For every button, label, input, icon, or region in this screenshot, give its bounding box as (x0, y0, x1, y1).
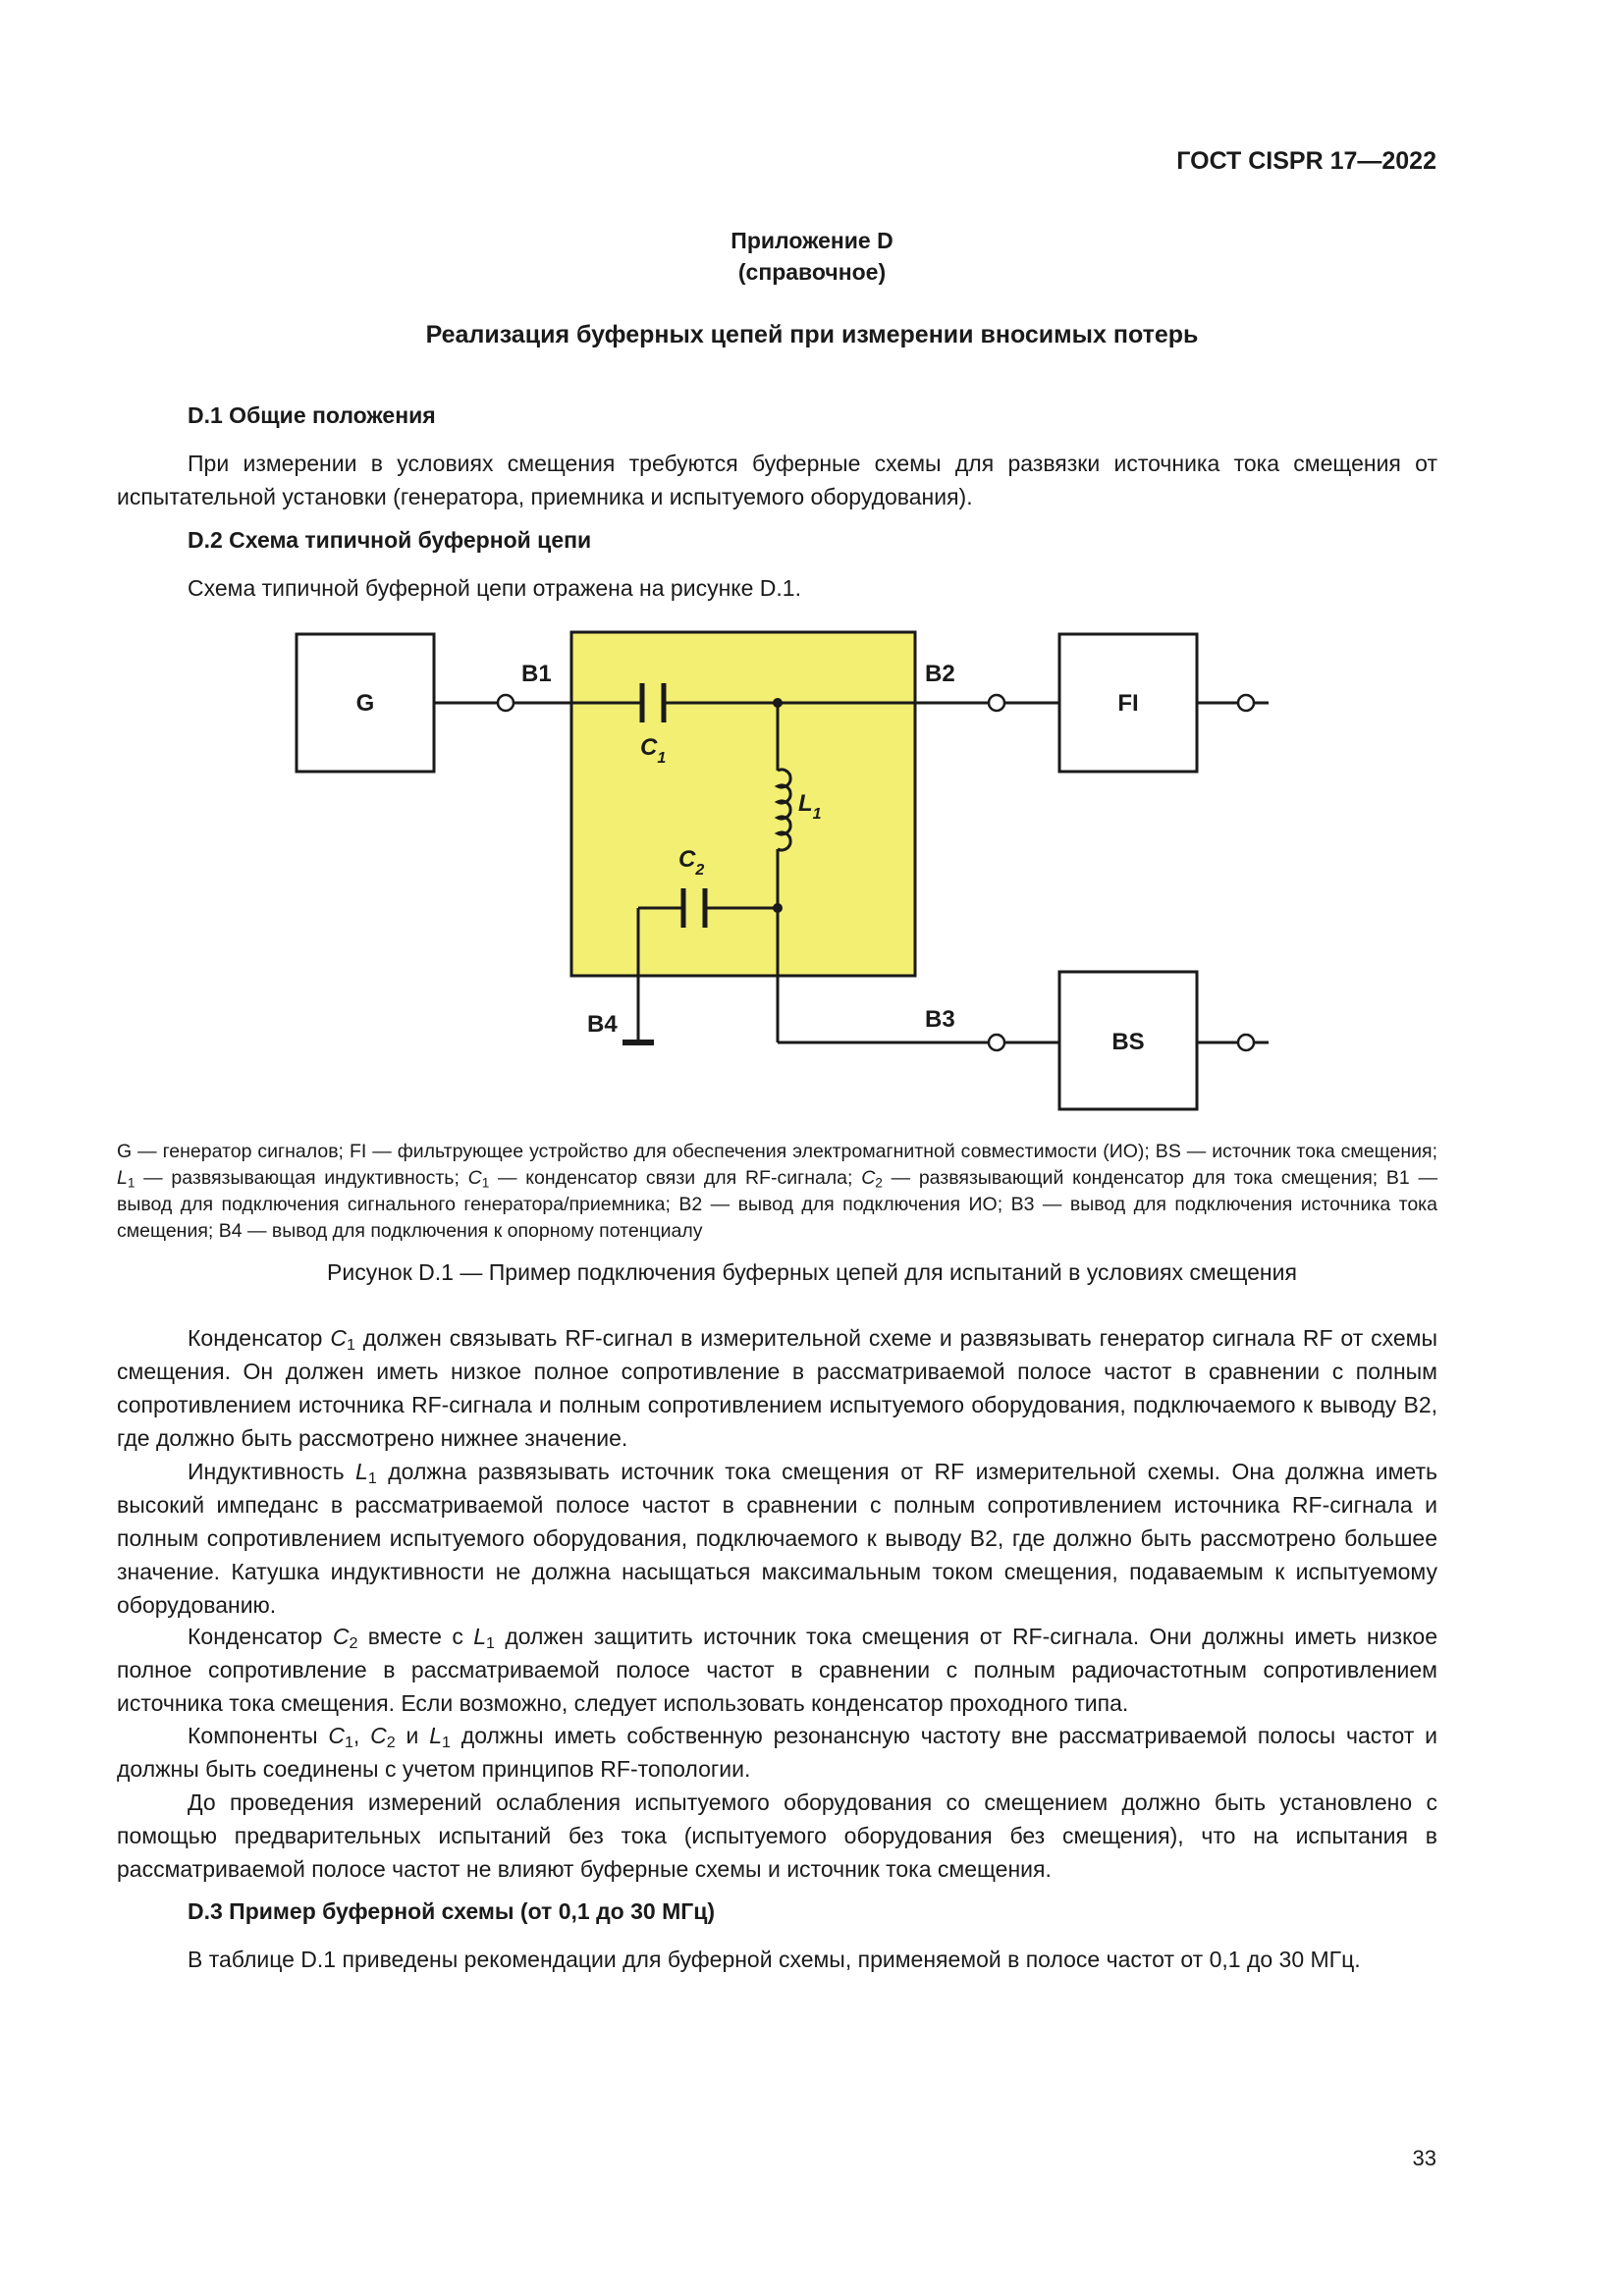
paragraph-c1: Конденсатор $C_1$ должен связывать RF-сигнал в измерительной схеме и развязывать генератор сигнала RF от схемы смещения. Он должен иметь низкое полное сопротивление в рассматриваемой полосе частот в сравнении с полным сопротивлением источника RF-сигнала и полным сопротивлением испытуемого оборудования, подключаемого к выводу В2, где должно быть рассмотрено нижнее значение. (117, 1325, 1438, 1451)
b1-terminal (498, 695, 514, 711)
junction-dot (773, 903, 783, 913)
appendix-title: Приложение D (731, 228, 893, 253)
b2-terminal (989, 695, 1004, 711)
page-number: 33 (1412, 2146, 1436, 2170)
junction-dot (773, 698, 783, 708)
section-d2-text: Схема типичной буферной цепи отражена на рисунке D.1. (188, 575, 801, 601)
section-d2-title: D.2 Схема типичной буферной цепи (188, 527, 592, 553)
section-d3-text: В таблице D.1 приведены рекомендации для буферной схемы, применяемой в полосе частот от 0,1 до 30 МГц. (188, 1947, 1361, 1972)
section-d1-title: D.1 Общие положения (188, 402, 436, 428)
standard-number: ГОСТ CISPR 17—2022 (1176, 147, 1436, 175)
paragraph-preliminary: До проведения измерений ослабления испытуемого оборудования со смещением должно быть установлено с помощью предварительных испытаний без тока (испытуемого оборудования без смещения), что на испытания в рассматриваемой полосе частот не влияют буферные схемы и источник тока смещения. (117, 1789, 1437, 1882)
label-b4: B4 (587, 1011, 618, 1038)
bs-output-terminal (1238, 1035, 1254, 1050)
figure-caption: Рисунок D.1 — Пример подключения буферных цепей для испытаний в условиях смещения (327, 1259, 1297, 1285)
label-b1: B1 (521, 661, 552, 687)
label-bs: BS (1111, 1029, 1145, 1055)
buffer-circuit-box (571, 632, 915, 976)
label-c1-sub: 1 (657, 750, 667, 767)
fi-output-terminal (1238, 695, 1254, 711)
label-b2: B2 (925, 661, 955, 687)
figure-d1-schematic (0, 0, 1624, 1119)
paragraph-c2: Конденсатор $C_2$ вместе с $L_1$ должен защитить источник тока смещения от RF-сигнала. Они должны иметь низкое полное сопротивление в рассматриваемой полосе частот в сравнении с полным радиочастотным сопротивлением источника тока смещения. Если возможно, следует использовать конденсатор проходного типа. (117, 1624, 1437, 1716)
appendix-heading: Реализация буферных цепей при измерении вносимых потерь (425, 321, 1199, 348)
appendix-type: (справочное) (737, 259, 887, 285)
label-c1: C (640, 734, 658, 761)
section-d3-title: D.3 Пример буферной схемы (от 0,1 до 30 МГц) (188, 1898, 716, 1924)
label-l1-sub: 1 (812, 806, 822, 823)
b3-terminal (989, 1035, 1004, 1050)
label-c2-sub: 2 (695, 862, 705, 879)
label-g: G (355, 690, 375, 717)
label-l1: L (798, 790, 813, 817)
label-c2: C (678, 846, 696, 873)
paragraph-l1: Индуктивность $L_1$ должна развязывать источник тока смещения от RF измерительной схемы. Она должна иметь высокий импеданс в рассматриваемой полосе частот в сравнении с полным сопротивлением источника RF-сигнала и полным сопротивлением испытуемого оборудования, подключаемого к выводу В2, где должно быть рассмотрено большее значение. Катушка индуктивности не должна насыщаться максимальным током смещения, подаваемым к испытуемому оборудованию. (117, 1459, 1437, 1618)
section-d1-text: При измерении в условиях смещения требуются буферные схемы для развязки источника тока смещения от испытательной установки (генератора, приемника и испытуемого оборудования). (117, 451, 1437, 509)
label-fi: FI (1117, 690, 1139, 717)
paragraph-components: Компоненты $C_1$, $C_2$ и $L_1$ должны иметь собственную резонансную частоту вне рассматриваемой полосы частот и должны быть соединены с учетом принципов RF-топологии. (117, 1723, 1437, 1782)
figure-legend: G — генератор сигналов; FI — фильтрующее устройство для обеспечения электромагнитной совместимости (ИО); BS — источник тока смещения; $L_1$ — развязывающая индуктивность; $C_1$ — конденсатор связи для RF-сигнала; $C_2$ — развязывающий конденсатор для тока смещения; B1 — вывод для подключения сигнального генератора/приемника; B2 — вывод для подключения ИО; B3 — вывод для подключения источника тока смещения; B4 — вывод для подключения к опорному потенциалу (117, 1141, 1437, 1242)
label-b3: B3 (925, 1006, 955, 1033)
